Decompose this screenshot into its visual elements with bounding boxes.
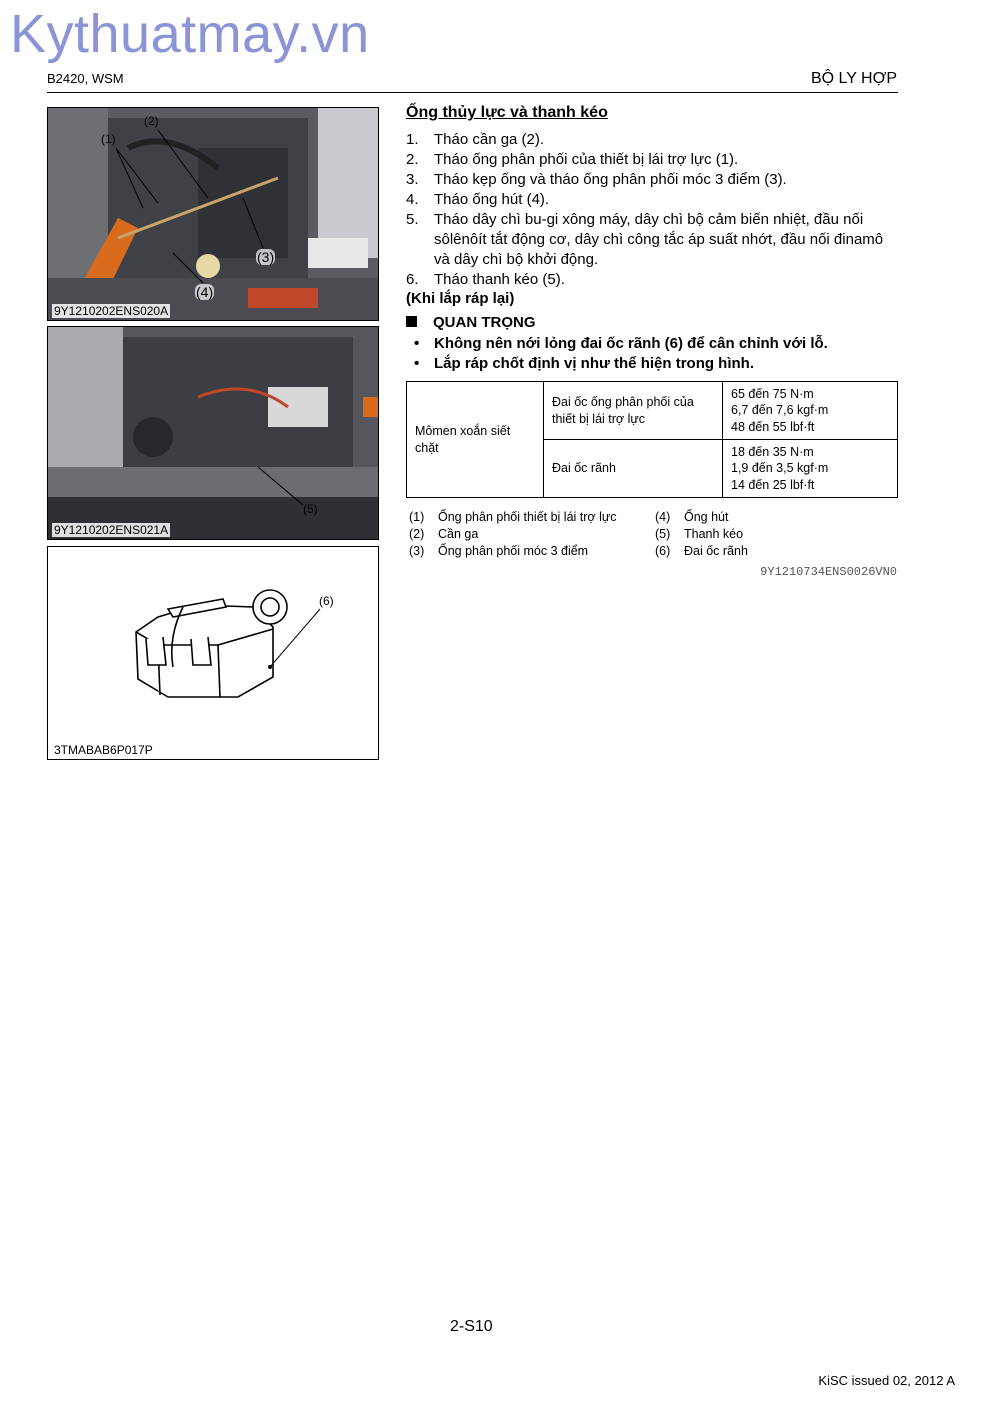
torque-value: 6,7 đến 7,6 kgf·m (731, 403, 829, 418)
figure-caption: 9Y1210202ENS021A (54, 523, 169, 537)
bullet-dot-icon: • (414, 335, 420, 352)
section-title: Ống thủy lực và thanh kéo (406, 104, 608, 121)
legend-text: Ống hút (684, 510, 729, 524)
step-text: Tháo dây chì bu-gi xông máy, dây chì bộ cảm biến nhiệt, đầu nối sôlênôít tắt động cơ, dây chì công tắc áp suất nhớt, đầu nối đinamô và dây chì bộ khởi động. (434, 211, 884, 268)
torque-table (406, 381, 898, 498)
bullet-text: Không nên nới lỏng đai ốc rãnh (6) để cân chỉnh với lỗ. (434, 335, 828, 352)
page-number: 2-S10 (450, 1318, 493, 1335)
step-text: Tháo cần ga (2). (434, 131, 545, 148)
document-code: 9Y1210734ENS0026VN0 (760, 565, 897, 579)
procedure-step (406, 130, 898, 150)
torque-value: 1,9 đến 3,5 kgf·m (731, 461, 829, 476)
step-text: Tháo ống phân phối của thiết bị lái trợ lực (1). (434, 151, 739, 168)
figure-engine-photo-2 (47, 326, 379, 540)
table-cell (723, 382, 898, 440)
important-label: QUAN TRỌNG (433, 314, 536, 331)
callout-6: (6) (319, 594, 334, 608)
torque-value: 14 đến 25 lbf·ft (731, 477, 815, 492)
figure-slotted-nut-drawing (47, 546, 379, 760)
procedure-step (406, 190, 898, 210)
procedure-step (406, 170, 898, 190)
slotted-nut-drawing (48, 547, 378, 759)
procedure-steps (406, 130, 898, 290)
figure-engine-photo-1 (47, 107, 379, 321)
engine-photo-2-illustration (48, 327, 378, 539)
procedure-step (406, 270, 898, 290)
procedure-step (406, 210, 898, 270)
legend-number: (6) (655, 543, 671, 558)
torque-value: 18 đến 35 N·m (731, 444, 814, 459)
callout-3: (3) (257, 249, 275, 265)
legend-text: Thanh kéo (684, 526, 744, 541)
header-rule (47, 92, 898, 93)
figure-caption: 9Y1210202ENS020A (54, 304, 169, 318)
header-section: BỘ LY HỢP (810, 70, 897, 87)
important-heading (406, 314, 536, 331)
step-number: 4. (406, 191, 419, 208)
legend-number: (2) (409, 526, 425, 541)
step-number: 3. (406, 171, 419, 188)
legend-text: Ống phân phối móc 3 điểm (438, 543, 589, 558)
reassembly-heading: (Khi lắp ráp lại) (406, 290, 515, 307)
legend-number: (3) (409, 543, 425, 558)
bullet-dot-icon: • (414, 355, 420, 372)
step-text: Tháo thanh kéo (5). (434, 271, 565, 288)
footer-issue: KiSC issued 02, 2012 A (818, 1373, 955, 1388)
table-cell (723, 440, 898, 498)
step-number: 5. (406, 211, 419, 228)
step-number: 2. (406, 151, 419, 168)
callout-5: (5) (303, 502, 318, 516)
bullet-item (414, 334, 828, 354)
square-bullet-icon (406, 316, 417, 327)
important-bullets (414, 334, 828, 374)
table-cell: Đai ốc rãnh (544, 440, 723, 498)
legend-text: Đai ốc rãnh (684, 543, 748, 558)
callout-1: (1) (101, 132, 116, 146)
procedure-step (406, 150, 898, 170)
table-row (407, 382, 898, 440)
bullet-text: Lắp ráp chốt định vị như thể hiện trong hình. (434, 355, 755, 372)
step-number: 6. (406, 271, 419, 288)
step-number: 1. (406, 131, 419, 148)
table-cell: Đai ốc ống phân phối của thiết bị lái trợ lực (544, 382, 723, 440)
step-text: Tháo kẹp ống và tháo ống phân phối móc 3 điểm (3). (434, 171, 787, 188)
legend-text: Ống phân phối thiết bị lái trợ lực (438, 510, 617, 524)
legend-number: (5) (655, 526, 671, 541)
header-model: B2420, WSM (47, 71, 124, 86)
torque-value: 65 đến 75 N·m (731, 386, 814, 401)
torque-value: 48 đến 55 lbf·ft (731, 419, 815, 434)
callout-4: (4) (196, 284, 214, 300)
figure-caption: 3TMABAB6P017P (54, 743, 153, 757)
watermark: Kythuatmay.vn (10, 4, 370, 64)
step-text: Tháo ống hút (4). (434, 191, 550, 208)
torque-label-cell: Mômen xoắn siết chặt (407, 382, 544, 498)
callout-2: (2) (144, 114, 159, 128)
legend-text: Cần ga (438, 526, 479, 541)
legend-number: (4) (655, 510, 671, 524)
bullet-item (414, 354, 828, 374)
legend-number: (1) (409, 510, 425, 524)
